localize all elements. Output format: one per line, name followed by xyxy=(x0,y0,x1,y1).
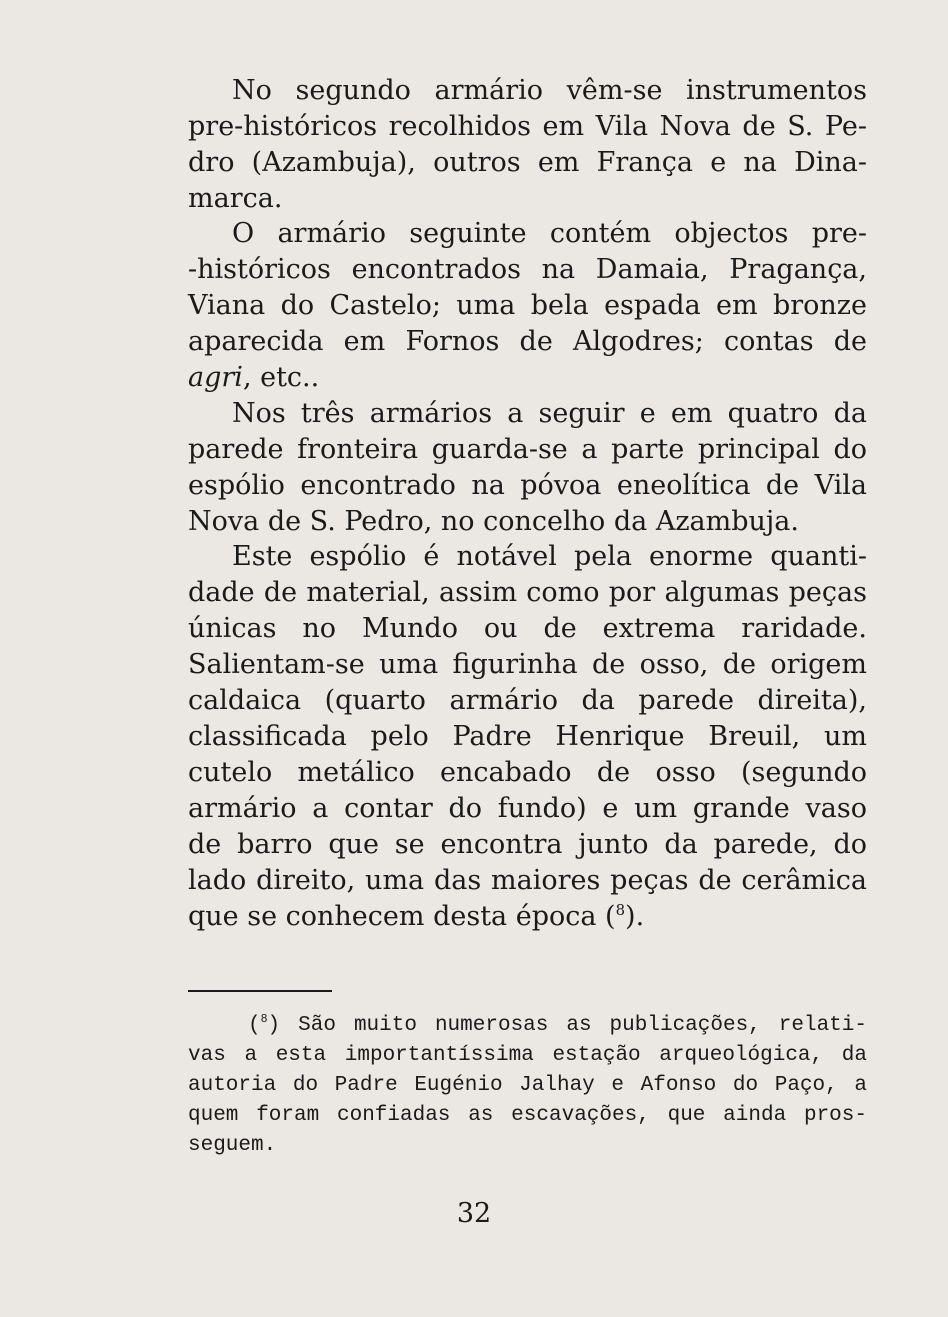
footnote-reference: 8 xyxy=(615,901,626,919)
paragraph-4-line-8: armário a contar do fundo) e um grande vaso xyxy=(188,793,867,824)
paragraph-4-line-10: lado direito, uma das maiores peças de cerâmica xyxy=(188,865,867,896)
paragraph-1-line-1: No segundo armário vêm-se instrumentos xyxy=(232,75,867,106)
page-number: 32 xyxy=(456,1198,492,1229)
footnote-marker-open: ( xyxy=(248,1014,261,1037)
paragraph-4-line-5: caldaica (quarto armário da parede direita), xyxy=(188,685,867,716)
paragraph-3-line-4: Nova de S. Pedro, no concelho da Azambuja. xyxy=(188,506,799,537)
line-text: que se conhecem desta época ( xyxy=(188,901,616,932)
paragraph-4-line-3: únicas no Mundo ou de extrema raridade. xyxy=(188,613,867,644)
footnote-line-5: seguem. xyxy=(188,1134,277,1157)
paragraph-4-line-7: cutelo metálico encabado de osso (segundo xyxy=(188,757,867,788)
line-tail: , etc.. xyxy=(242,362,320,393)
paragraph-4-line-9: de barro que se encontra junto da parede, do xyxy=(188,829,867,860)
paragraph-4-line-1: Este espólio é notável pela enorme quanti- xyxy=(232,541,867,572)
footnote-line-4: quem foram confiadas as escavações, que ainda pros- xyxy=(188,1104,867,1127)
paragraph-4-line-4: Salientam-se uma figurinha de osso, de origem xyxy=(188,649,867,680)
footnote-line-2: vas a esta importantíssima estação arqueológica, da xyxy=(188,1044,867,1067)
paragraph-1-line-3: dro (Azambuja), outros em França e na Dina- xyxy=(188,147,867,178)
italic-term: agri xyxy=(188,362,243,393)
footnote-marker-close: ) xyxy=(267,1014,281,1037)
paragraph-4-line-2: dade de material, assim como por algumas peças xyxy=(188,577,867,608)
paragraph-2-line-3: Viana do Castelo; uma bela espada em bronze xyxy=(188,290,867,321)
line-tail: ). xyxy=(625,901,645,932)
paragraph-2-line-4: aparecida em Fornos de Algodres; contas de xyxy=(188,326,867,357)
paragraph-1-line-2: pre-históricos recolhidos em Vila Nova de S. Pe- xyxy=(188,111,867,142)
footnote-line-3: autoria do Padre Eugénio Jalhay e Afonso do Paço, a xyxy=(188,1074,867,1097)
footnote-text: São muito numerosas as publicações, relati- xyxy=(280,1014,867,1037)
paragraph-1-line-4: marca. xyxy=(188,183,283,214)
paragraph-4-line-6: classificada pelo Padre Henrique Breuil, um xyxy=(188,721,867,752)
footnote-divider xyxy=(188,990,332,992)
paragraph-2-line-2: -históricos encontrados na Damaia, Pragança, xyxy=(188,254,867,285)
paragraph-3-line-2: parede fronteira guarda-se a parte principal do xyxy=(188,434,867,465)
footnote-line-1 xyxy=(248,1011,867,1041)
paragraph-4-line-11 xyxy=(188,899,867,935)
footnote-marker xyxy=(248,1014,280,1037)
footnote-marker-number: 8 xyxy=(260,1013,268,1026)
paragraph-3-line-1: Nos três armários a seguir e em quatro da xyxy=(232,398,867,429)
paragraph-3-line-3: espólio encontrado na póvoa eneolítica de Vila xyxy=(188,470,867,501)
paragraph-2-line-1: O armário seguinte contém objectos pre- xyxy=(232,218,867,249)
paragraph-2-line-5 xyxy=(188,360,867,396)
